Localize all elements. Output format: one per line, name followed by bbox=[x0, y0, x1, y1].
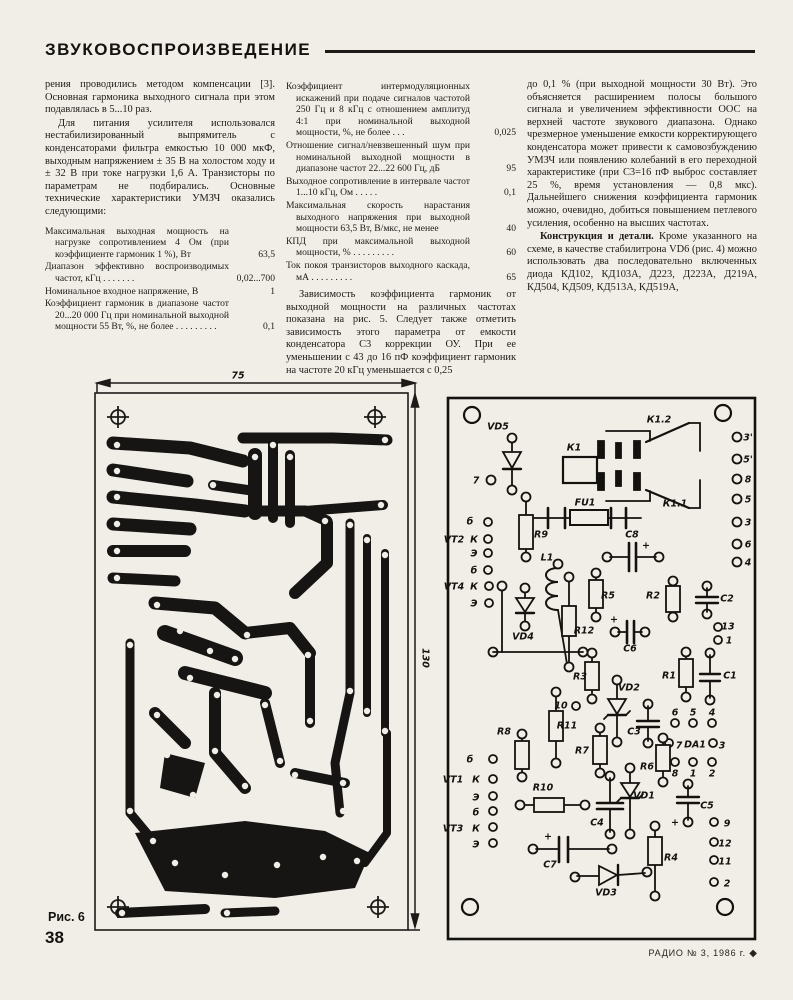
section-title: ЗВУКОВОСПРОИЗВЕДЕНИЕ bbox=[45, 40, 312, 59]
figure-label: С1 bbox=[723, 670, 737, 682]
header-rule bbox=[325, 50, 755, 52]
figure-label: 6 bbox=[671, 707, 679, 719]
figure-label: 1 bbox=[689, 768, 697, 780]
spec-label: Максимальная скорость нарастания выходного напряжения при выходной мощности 63,5 Вт, В/мкс, не менее bbox=[286, 199, 470, 235]
figure-label: К1.2 bbox=[646, 414, 672, 426]
figure-label: 130 bbox=[419, 648, 431, 668]
figure-label: L1 bbox=[540, 552, 554, 564]
figure-label: Э bbox=[470, 548, 478, 560]
figure-label: VD5 bbox=[487, 421, 509, 433]
spec-label: Максимальная выходная мощность на нагрузке сопротивлением 4 Ом (при коэффициенте гармоник 1 %), Вт bbox=[45, 225, 229, 260]
figure-label: VT4 bbox=[443, 581, 465, 593]
placement-drawing bbox=[443, 396, 757, 941]
figure-placement bbox=[442, 396, 757, 941]
figure-label: К1 bbox=[566, 442, 582, 454]
spec-label: Номинальное входное напряжение, В bbox=[45, 285, 199, 297]
figure-label: 9 bbox=[723, 818, 731, 830]
figure-label: VD1 bbox=[633, 790, 655, 802]
figure-label: С7 bbox=[543, 859, 557, 871]
figure-label: VT1 bbox=[442, 774, 464, 786]
figure-label: К bbox=[470, 581, 478, 593]
figure-pcb bbox=[48, 370, 436, 962]
spec-label: Отношение сигнал/невзвешенный шум при номинальной выходной мощности в диапазоне частот 22...22 600 Гц, дБ bbox=[286, 139, 470, 175]
spec-table bbox=[286, 81, 516, 283]
figure-label: С6 bbox=[623, 643, 637, 655]
figure-label: 2 bbox=[723, 878, 731, 890]
spec-item bbox=[45, 261, 275, 284]
figure-label: R7 bbox=[575, 745, 589, 757]
figure-label: R4 bbox=[664, 852, 678, 864]
figure-label: К1.1 bbox=[662, 498, 688, 510]
figure-label: 5 bbox=[744, 494, 752, 506]
spec-item bbox=[286, 81, 516, 139]
spec-label: Диапазон эффективно воспроизводимых частот, кГц . . . . . . . bbox=[45, 261, 229, 284]
figure-label: 8 bbox=[671, 768, 679, 780]
article-columns bbox=[45, 79, 757, 378]
spec-value: 63,5 bbox=[258, 248, 275, 260]
figure-label: R5 bbox=[601, 590, 615, 602]
pcb-board bbox=[95, 393, 408, 930]
spec-value: 0,025 bbox=[494, 127, 516, 139]
figure-label: К bbox=[470, 534, 478, 546]
paragraph: Зависимость коэффициента гармоник от выходной мощности на различных частотах показана на рис. 5. Следует также отметить зависимость этого параметра от емкости конденсатора С3 коррекции ОУ. При ее уменьшении с 43 до 16 пФ коэффициент гармоник на частоте 20 кГц уменьшается с 0,25 bbox=[286, 289, 516, 376]
figure-label: R11 bbox=[556, 720, 578, 732]
page-header bbox=[45, 40, 755, 60]
spec-item bbox=[45, 298, 275, 333]
figure-label: 10 bbox=[554, 700, 568, 712]
figure-label: 3 bbox=[744, 517, 752, 529]
figure-label: 6 bbox=[744, 539, 752, 551]
figure-label: 4 bbox=[708, 707, 716, 719]
spec-label: Ток покоя транзисторов выходного каскада, мА . . . . . . . . . bbox=[286, 259, 470, 283]
spec-label: КПД при максимальной выходной мощности, % . . . . . . . . . bbox=[286, 235, 470, 259]
figure-label: б bbox=[470, 565, 478, 577]
figure-label: + bbox=[671, 817, 679, 829]
paragraph: Для питания усилителя использовался нестабилизированный выпрямитель с конденсаторами фильтра емкостью 10 000 мкФ, выходным напряжением ± 35 В на холостом ходу и ± 32 В при токе нагрузки 1,6 А. Транзисторы по параметрам не подбирались. Основные технические характеристики УМЗЧ оказались следующими: bbox=[45, 117, 275, 217]
spec-value: 65 bbox=[506, 271, 516, 283]
figure-label: VT3 bbox=[442, 823, 464, 835]
figure-label: б bbox=[466, 516, 474, 528]
spec-item bbox=[45, 286, 275, 298]
spec-value: 0,02...700 bbox=[236, 272, 275, 284]
spec-table bbox=[45, 226, 275, 333]
figure-label: Э bbox=[472, 839, 480, 851]
figure-label: Э bbox=[472, 792, 480, 804]
paragraph-text: Кроме указанного на схеме, в качестве стабилитрона VD6 (рис. 4) можно использовать два последовательно включенных диода КД102, КД103А, Д223, Д223А, Д219А, КД504, КД509, КД513А, КД519А, bbox=[527, 231, 757, 293]
spec-value: 95 bbox=[506, 163, 516, 175]
figure-label: 1 bbox=[725, 635, 733, 647]
figure-label: 5' bbox=[743, 454, 753, 466]
paragraph: до 0,1 % (при выходной мощности 30 Вт). Это объясняется расширением полосы большого сигнала и увеличением эффективности ООС на верхней частоте звукового диапазона. Однако чрезмерное уменьшение емкости корректирующего конденсатора может привести к самовозбуждению УМЗЧ или появлению колебаний в его переходной характеристике (при С3=16 пФ выброс составляет 25 %, время установления — 0,8 мкс). Дальнейшего снижения коэффициента гармоник можно, очевидно, добиться повышением петлевого усиления, особенно на высших частотах. bbox=[527, 79, 757, 229]
pcb-drawing bbox=[48, 370, 436, 940]
figure-label: 11 bbox=[718, 856, 732, 868]
figure-label: R6 bbox=[640, 761, 654, 773]
figure-label: 3' bbox=[743, 432, 753, 444]
spec-value: 60 bbox=[506, 247, 516, 259]
spec-item bbox=[286, 200, 516, 235]
figure-label: VD4 bbox=[512, 631, 534, 643]
figure-label: R9 bbox=[534, 529, 548, 541]
column-3 bbox=[527, 79, 757, 378]
placement-shapes bbox=[448, 398, 755, 939]
figure-label: С5 bbox=[700, 800, 714, 812]
spec-label: Коэффициент интермодуляционных искажений при подаче сигналов частотой 250 Гц и 8 кГц с отношением амплитуд 4:1 при номинальной выходной мощности, %, не более . . . bbox=[286, 81, 470, 139]
figure-label: 12 bbox=[718, 838, 732, 850]
page-number: 38 bbox=[45, 928, 64, 947]
figure-label: 5 bbox=[689, 707, 697, 719]
figure-label: 4 bbox=[744, 557, 752, 569]
spec-label: Коэффициент гармоник в диапазоне частот 20...20 000 Гц при номинальной выходной мощности 55 Вт, %, не более . . . . . . . . . bbox=[45, 298, 229, 333]
figure-label: R10 bbox=[532, 782, 554, 794]
figure-label: R12 bbox=[573, 625, 595, 637]
figure-label: VD2 bbox=[618, 682, 640, 694]
figure-caption: Рис. 6 bbox=[48, 910, 85, 924]
footer bbox=[648, 948, 757, 959]
figure-label: С4 bbox=[590, 817, 604, 829]
spec-value: 0,1 bbox=[263, 321, 275, 333]
figure-label: К bbox=[472, 823, 480, 835]
figure-label: Э bbox=[470, 598, 478, 610]
figure-label: 7 bbox=[472, 475, 480, 487]
spec-item bbox=[286, 260, 516, 283]
figure-label: R1 bbox=[662, 670, 676, 682]
figure-label: DA1 bbox=[684, 739, 706, 751]
figure-label: С8 bbox=[625, 529, 639, 541]
column-2 bbox=[286, 79, 516, 378]
spec-value: 40 bbox=[506, 223, 516, 235]
figure-label: 8 bbox=[744, 474, 752, 486]
figure-label: К bbox=[472, 774, 480, 786]
figure-label: FU1 bbox=[574, 497, 596, 509]
paragraph bbox=[527, 231, 757, 294]
column-1 bbox=[45, 79, 275, 378]
spec-value: 1 bbox=[270, 285, 275, 297]
spec-item bbox=[286, 176, 516, 199]
figure-label: + bbox=[544, 831, 552, 843]
figure-label: R2 bbox=[646, 590, 660, 602]
figure-label: С3 bbox=[627, 726, 641, 738]
journal-name: РАДИО № 3, 1986 г. bbox=[648, 948, 746, 958]
figure-label: R8 bbox=[497, 726, 511, 738]
figure-label: 3 bbox=[718, 740, 726, 752]
figure-label: R3 bbox=[573, 671, 587, 683]
spec-item bbox=[286, 140, 516, 175]
spec-item bbox=[286, 236, 516, 259]
figure-label: + bbox=[610, 614, 618, 626]
figure-label: 75 bbox=[231, 370, 245, 382]
spec-label: Выходное сопротивление в интервале частот 1...10 кГц, Ом . . . . . bbox=[286, 175, 470, 199]
figure-label: 7 bbox=[675, 740, 683, 752]
figure-label: б bbox=[466, 754, 474, 766]
figure-label: VT2 bbox=[443, 534, 465, 546]
figure-label: VD3 bbox=[595, 887, 617, 899]
paragraph: рения проводились методом компенсации [3]. Основная гармоника выходного сигнала при этом подавлялась в 5...10 раз. bbox=[45, 79, 275, 116]
spec-item bbox=[45, 226, 275, 261]
figure-label: + bbox=[642, 540, 650, 552]
paragraph-lead: Конструкция и детали. bbox=[540, 231, 654, 243]
figure-label: С2 bbox=[720, 593, 734, 605]
diamond-mark: ◆ bbox=[749, 948, 757, 959]
figure-label: 2 bbox=[708, 768, 716, 780]
figure-label: 13 bbox=[721, 621, 735, 633]
spec-value: 0,1 bbox=[504, 187, 516, 199]
figure-label: б bbox=[472, 807, 480, 819]
